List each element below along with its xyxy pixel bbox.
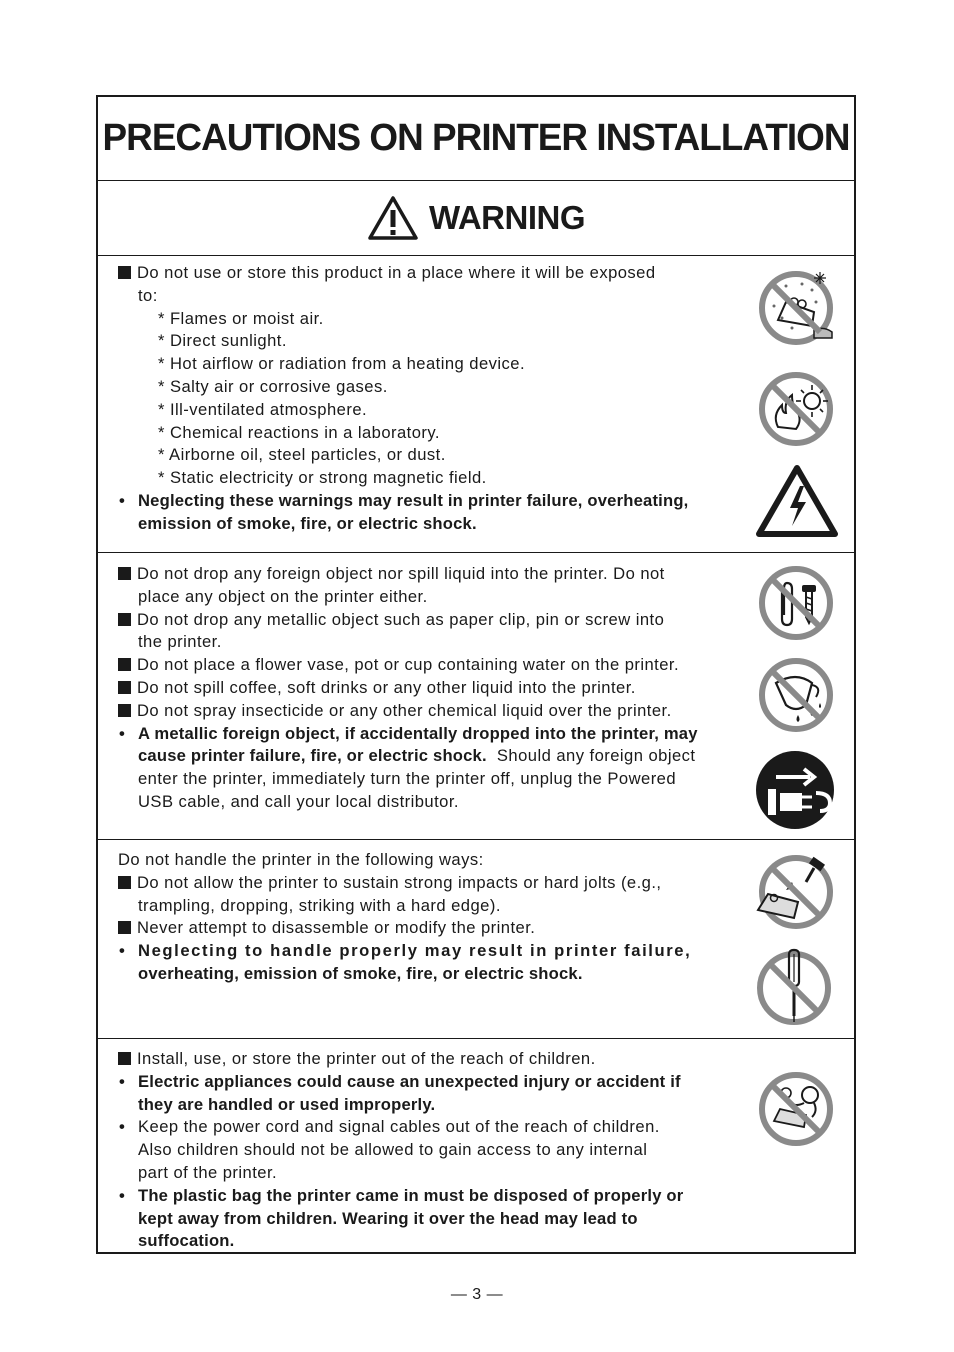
- foreign-l1a: Do not drop any foreign object nor spill liquid into the printer. Do not: [137, 564, 665, 583]
- handling-warning-a: Neglecting to handle properly may result in printer failure,: [138, 941, 692, 961]
- bullet-square: [118, 921, 131, 934]
- env-item: * Airborne oil, steel particles, or dust.: [158, 445, 446, 465]
- children-l1: Install, use, or store the printer out of the reach of children.: [137, 1049, 596, 1068]
- env-item: * Salty air or corrosive gases.: [158, 376, 388, 396]
- foreign-warning-b: cause printer failure, fire, or electric shock.: [138, 746, 487, 766]
- bullet-square: [118, 876, 131, 889]
- env-item: * Direct sunlight.: [158, 331, 287, 351]
- children-n1c: part of the printer.: [138, 1162, 278, 1182]
- bullet-dot: •: [119, 1117, 126, 1137]
- children-bold2c: suffocation.: [138, 1231, 235, 1251]
- warning-triangle-icon: [367, 195, 419, 241]
- env-intro-a: Do not use or store this product in a place where it will be exposed: [137, 263, 656, 282]
- foreign-normal-d: USB cable, and call your local distributor.: [138, 791, 459, 811]
- foreign-l2a: Do not drop any metallic object such as paper clip, pin or screw into: [137, 609, 665, 629]
- env-warning-a: Neglecting these warnings may result in printer failure, overheating,: [138, 490, 689, 510]
- precautions-box: [96, 95, 856, 1254]
- bullet-dot: •: [119, 1071, 126, 1091]
- foreign-warning-a: A metallic foreign object, if accidentally dropped into the printer, may: [138, 723, 698, 743]
- env-item: * Ill-ventilated atmosphere.: [158, 399, 368, 419]
- section-foreign-objects-text: [118, 563, 730, 814]
- section-foreign-objects: [98, 553, 854, 840]
- electric-shock-icon: [756, 464, 840, 540]
- foreign-l5: Do not spray insecticide or any other chemical liquid over the printer.: [137, 700, 672, 720]
- bullet-square: [118, 1052, 131, 1065]
- warning-header: [98, 181, 854, 256]
- children-bold1b: they are handled or used improperly.: [138, 1094, 436, 1114]
- env-warning-b: emission of smoke, fire, or electric shock.: [138, 513, 477, 533]
- children-bold2a: The plastic bag the printer came in must be disposed of properly or: [138, 1185, 684, 1205]
- foreign-normal-b: Should any foreign object: [486, 746, 696, 766]
- foreign-l2b: the printer.: [138, 632, 222, 652]
- env-item: * Flames or moist air.: [158, 308, 324, 328]
- page-title: PRECAUTIONS ON PRINTER INSTALLATION: [102, 117, 850, 159]
- bullet-dot: •: [119, 1185, 126, 1205]
- bullet-dot: •: [119, 490, 126, 510]
- page-number: — 3 —: [450, 1286, 504, 1303]
- section-handling-text: [118, 849, 730, 986]
- section-handling: [98, 840, 854, 1039]
- bullet-square: [118, 704, 131, 717]
- foreign-l3: Do not place a flower vase, pot or cup containing water on the printer.: [137, 655, 680, 675]
- handling-intro: Do not handle the printer in the following ways:: [118, 850, 484, 869]
- no-impact-icon: [752, 852, 842, 936]
- env-item: * Static electricity or strong magnetic field.: [158, 468, 487, 488]
- title-row: [98, 97, 854, 181]
- bullet-square: [118, 613, 131, 626]
- section-environment-text: [118, 262, 730, 536]
- foreign-normal-c: enter the printer, immediately turn the printer off, unplug the Powered: [138, 769, 677, 789]
- foreign-l4: Do not spill coffee, soft drinks or any other liquid into the printer.: [137, 677, 636, 697]
- section-children-text: [118, 1048, 730, 1253]
- children-n1a: Keep the power cord and signal cables out of the reach of children.: [138, 1117, 660, 1137]
- handling-warning-b: overheating, emission of smoke, fire, or electric shock.: [138, 963, 583, 983]
- bullet-square: [118, 266, 131, 279]
- env-intro-b: to:: [138, 285, 158, 305]
- warning-label: WARNING: [429, 199, 585, 236]
- bullet-square: [118, 567, 131, 580]
- bullet-square: [118, 658, 131, 671]
- children-bold1a: Electric appliances could cause an unexpected injury or accident if: [138, 1071, 681, 1091]
- section-children: [98, 1039, 854, 1252]
- unplug-icon: [754, 749, 838, 833]
- env-item: * Chemical reactions in a laboratory.: [158, 422, 440, 442]
- children-n1b: Also children should not be allowed to gain access to any internal: [138, 1140, 648, 1160]
- bullet-square: [118, 681, 131, 694]
- no-dust-moisture-icon: [756, 266, 840, 350]
- no-screwdriver-icon: [754, 946, 838, 1030]
- no-children-icon: [756, 1067, 840, 1151]
- section-environment: [98, 256, 854, 553]
- handling-l1a: Do not allow the printer to sustain strong impacts or hard jolts (e.g.,: [137, 872, 662, 892]
- children-bold2b: kept away from children. Wearing it over the head may lead to: [138, 1208, 638, 1228]
- bullet-dot: •: [119, 723, 126, 743]
- no-fire-sun-icon: [756, 367, 840, 451]
- no-liquid-icon: [756, 653, 840, 737]
- bullet-dot: •: [119, 941, 127, 961]
- foreign-l1b: place any object on the printer either.: [138, 586, 428, 606]
- handling-l2: Never attempt to disassemble or modify the printer.: [137, 918, 536, 938]
- env-item: * Hot airflow or radiation from a heating device.: [158, 354, 526, 374]
- handling-l1b: trampling, dropping, striking with a hard edge).: [138, 895, 501, 915]
- no-clip-screw-icon: [756, 561, 840, 645]
